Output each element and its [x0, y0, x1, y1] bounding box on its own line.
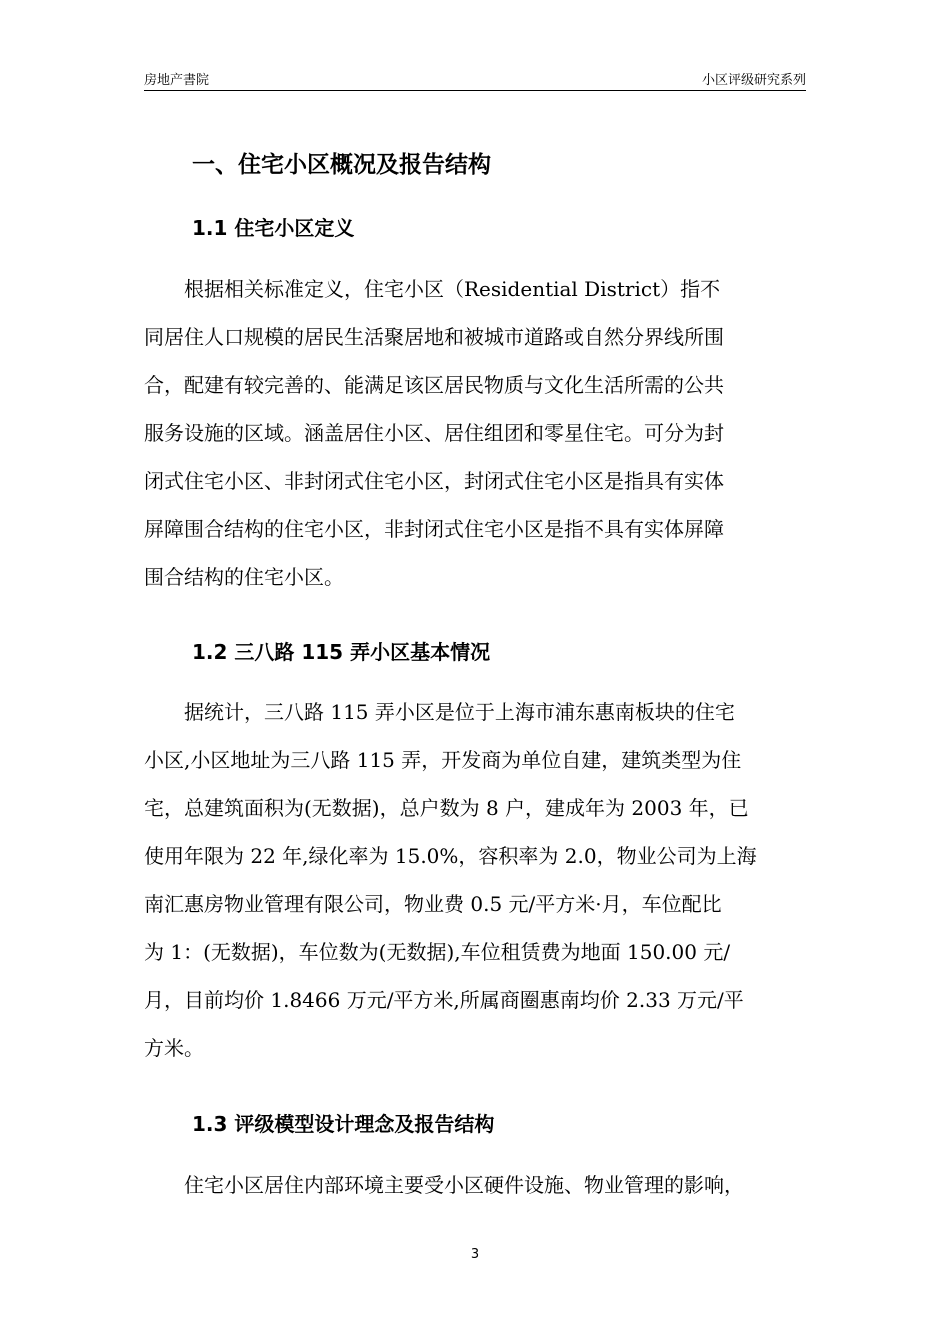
paragraph-line: 小区,小区地址为三八路 115 弄，开发商为单位自建，建筑类型为住 [144, 748, 742, 772]
paragraph-line: 南汇惠房物业管理有限公司，物业费 0.5 元/平方米·月，车位配比 [144, 892, 722, 916]
paragraph-line: 闭式住宅小区、非封闭式住宅小区，封闭式住宅小区是指具有实体 [144, 469, 724, 493]
paragraph-line: 方米。 [144, 1036, 204, 1060]
paragraph-line: 合，配建有较完善的、能满足该区居民物质与文化生活所需的公共 [144, 373, 724, 397]
paragraph-line: 服务设施的区域。涵盖居住小区、居住组团和零星住宅。可分为封 [144, 421, 724, 445]
paragraph-line: 同居住人口规模的居民生活聚居地和被城市道路或自然分界线所围 [144, 325, 724, 349]
paragraph-definition [144, 265, 806, 601]
section-heading-1-3: 1.3 评级模型设计理念及报告结构 [192, 1112, 495, 1136]
paragraph-line: 围合结构的住宅小区。 [144, 565, 344, 589]
paragraph-line: 月，目前均价 1.8466 万元/平方米,所属商圈惠南均价 2.33 万元/平 [144, 988, 744, 1012]
paragraph-line: 宅，总建筑面积为(无数据)，总户数为 8 户，建成年为 2003 年，已 [144, 796, 749, 820]
section-heading-1-1: 1.1 住宅小区定义 [192, 216, 355, 240]
paragraph-basic-info [144, 688, 806, 1072]
paragraph-line: 屏障围合结构的住宅小区，非封闭式住宅小区是指不具有实体屏障 [144, 517, 724, 541]
header-series-title: 小区评级研究系列 [701, 73, 806, 88]
paragraph-line: 使用年限为 22 年,绿化率为 15.0%，容积率为 2.0，物业公司为上海 [144, 844, 757, 868]
paragraph-model-design [144, 1161, 806, 1209]
header-publisher: 房地产書院 [144, 73, 210, 88]
section-heading-1: 一、住宅小区概况及报告结构 [192, 152, 491, 178]
page-header [144, 66, 806, 91]
paragraph-line: 据统计，三八路 115 弄小区是位于上海市浦东惠南板块的住宅 [144, 700, 735, 724]
page-number: 3 [470, 1247, 480, 1262]
paragraph-line: 住宅小区居住内部环境主要受小区硬件设施、物业管理的影响， [144, 1173, 744, 1197]
paragraph-line: 根据相关标准定义，住宅小区（Residential District）指不 [144, 277, 721, 301]
paragraph-line: 为 1：(无数据)，车位数为(无数据),车位租赁费为地面 150.00 元/ [144, 940, 731, 964]
section-heading-1-2: 1.2 三八路 115 弄小区基本情况 [192, 640, 491, 664]
